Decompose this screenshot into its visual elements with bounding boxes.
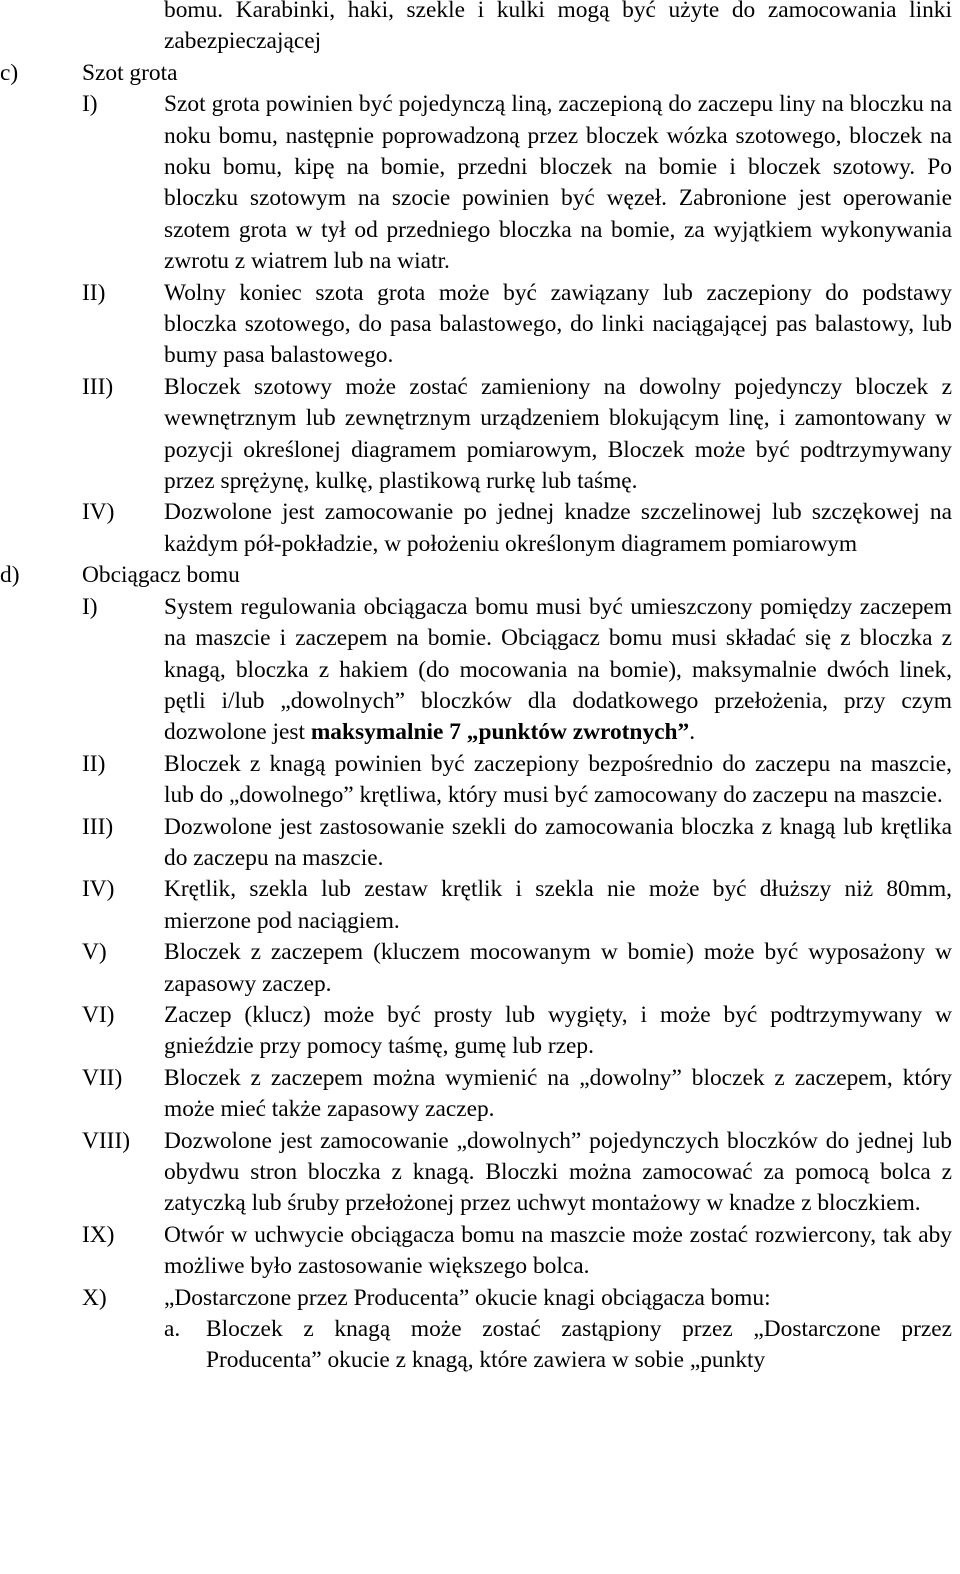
item-text — [164, 592, 952, 749]
item-text: Krętlik, szekla lub zestaw krętlik i szekla nie może być dłuższy niż 80mm, mierzone pod naciągiem. — [164, 876, 952, 934]
item-number: VI) — [82, 1001, 115, 1028]
sub-item-a — [0, 1314, 960, 1377]
section-d-heading — [0, 560, 960, 591]
item-number: I) — [82, 91, 98, 118]
section-c-item-2 — [0, 278, 960, 372]
item-number: I) — [82, 593, 98, 620]
sub-item-number: a. — [164, 1316, 181, 1343]
item-text: Dozwolone jest zamocowanie po jednej knadze szczelinowej lub szczękowej na każdym pół-pokładzie, w położeniu określonym diagramem pomiarowym — [164, 499, 952, 557]
item-text-main: System regulowania obciągacza bomu musi być umieszczony pomiędzy zaczepem na maszcie i zaczepem na bomie. Obciągacz bomu musi składać się z bloczka z knagą, bloczka z hakiem (do mocowania na bomie), maksymalnie dwóch linek, pętli i/lub „dowolnych” bloczków dla dodatkowego przełożenia, przy czym dozwolone jest — [164, 593, 952, 746]
section-c-label: c) — [0, 59, 19, 86]
item-number: X) — [82, 1284, 107, 1311]
item-number: IV) — [82, 876, 115, 903]
section-d-item-8 — [0, 1126, 960, 1220]
sub-item-text: Bloczek z knagą może zostać zastąpiony przez „Dostarczone przez Producenta” okucie z knagą, które zawiera w sobie „punkty — [206, 1316, 952, 1374]
item-text: „Dostarczone przez Producenta” okucie knagi obciągacza bomu: — [164, 1284, 771, 1311]
section-c-title: Szot grota — [82, 59, 178, 86]
item-text-bold: maksymalnie 7 „punktów zwrotnych” — [310, 719, 690, 746]
section-d-title: Obciągacz bomu — [82, 562, 240, 589]
item-number: VIII) — [82, 1127, 131, 1154]
item-text: Szot grota powinien być pojedynczą liną, zaczepioną do zaczepu liny na bloczku na noku bomu, następnie poprowadzoną przez bloczek wózka szotowego, bloczek na noku bomu, kipę na bomie, przedni bloczek na bomie i bloczek szotowy. Po bloczku szotowym na szocie powinien być węzeł. Zabronione jest operowanie szotem grota w tył od przedniego bloczka na bomie, za wyjątkiem wykonywania zwrotu z wiatrem lub na wiatr. — [164, 91, 952, 275]
item-number: II) — [82, 279, 106, 306]
item-text: Bloczek szotowy może zostać zamieniony na dowolny pojedynczy bloczek z wewnętrznym lub zewnętrznym urządzeniem blokującym linę, i zamontowany w pozycji określonej diagramem pomiarowym, Bloczek może być podtrzymywany przez sprężynę, kulkę, plastikową rurkę lub taśmę. — [164, 373, 952, 495]
item-text: Zaczep (klucz) może być prosty lub wygięty, i może być podtrzymywany w gnieździe przy pomocy taśmę, gumę lub rzep. — [164, 1001, 952, 1060]
section-c-item-1 — [0, 89, 960, 277]
item-text: Dozwolone jest zamocowanie „dowolnych” pojedynczych bloczków do jednej lub obydwu stron bloczka z knagą. Bloczki można zamocować za pomocą bolca z zatyczką lub śruby przełożonej przez uchwyt montażowy w knadze z bloczkiem. — [164, 1127, 952, 1217]
section-d-item-7 — [0, 1063, 960, 1126]
item-number: IX) — [82, 1221, 115, 1248]
item-number: IV) — [82, 499, 115, 526]
item-number: III) — [82, 373, 114, 400]
section-d-label: d) — [0, 562, 20, 589]
item-text: Otwór w uchwycie obciągacza bomu na maszcie może zostać rozwiercony, tak aby możliwe było zastosowanie większego bolca. — [164, 1221, 952, 1280]
section-d-item-9 — [0, 1220, 960, 1283]
section-d-item-4 — [0, 874, 960, 937]
section-d-item-6 — [0, 1000, 960, 1063]
item-text: Bloczek z zaczepem można wymienić na „dowolny” bloczek z zaczepem, który może mieć także zapasowy zaczep. — [164, 1064, 952, 1123]
item-text: Dozwolone jest zastosowanie szekli do zamocowania bloczka z knagą lub krętlika do zaczepu na maszcie. — [164, 813, 952, 871]
item-number: VII) — [82, 1064, 123, 1091]
item-number: III) — [82, 813, 114, 840]
section-d-item-5 — [0, 937, 960, 1000]
item-number: II) — [82, 750, 106, 777]
section-d-item-10 — [0, 1283, 960, 1314]
item-text: Bloczek z knagą powinien być zaczepiony bezpośrednio do zaczepu na maszcie, lub do „dowolnego” krętliwa, który musi być zamocowany do zaczepu na maszcie. — [164, 750, 952, 809]
section-c-item-3 — [0, 372, 960, 498]
item-text: Bloczek z zaczepem (kluczem mocowanym w bomie) może być wyposażony w zapasowy zaczep. — [164, 939, 952, 997]
item-text: Wolny koniec szota grota może być zawiązany lub zaczepiony do podstawy bloczka szotowego, do pasa balastowego, do linki naciągającej pas balastowy, lub bumy pasa balastowego. — [164, 279, 952, 369]
section-c-item-4 — [0, 497, 960, 560]
section-d-item-3 — [0, 812, 960, 875]
section-d-item-1 — [0, 592, 960, 749]
intro-paragraph: bomu. Karabinki, haki, szekle i kulki mogą być użyte do zamocowania linki zabezpieczającej — [164, 0, 952, 55]
section-d-item-2 — [0, 749, 960, 812]
section-c-heading — [0, 58, 960, 89]
item-text-end: . — [689, 719, 696, 746]
item-number: V) — [82, 939, 107, 966]
